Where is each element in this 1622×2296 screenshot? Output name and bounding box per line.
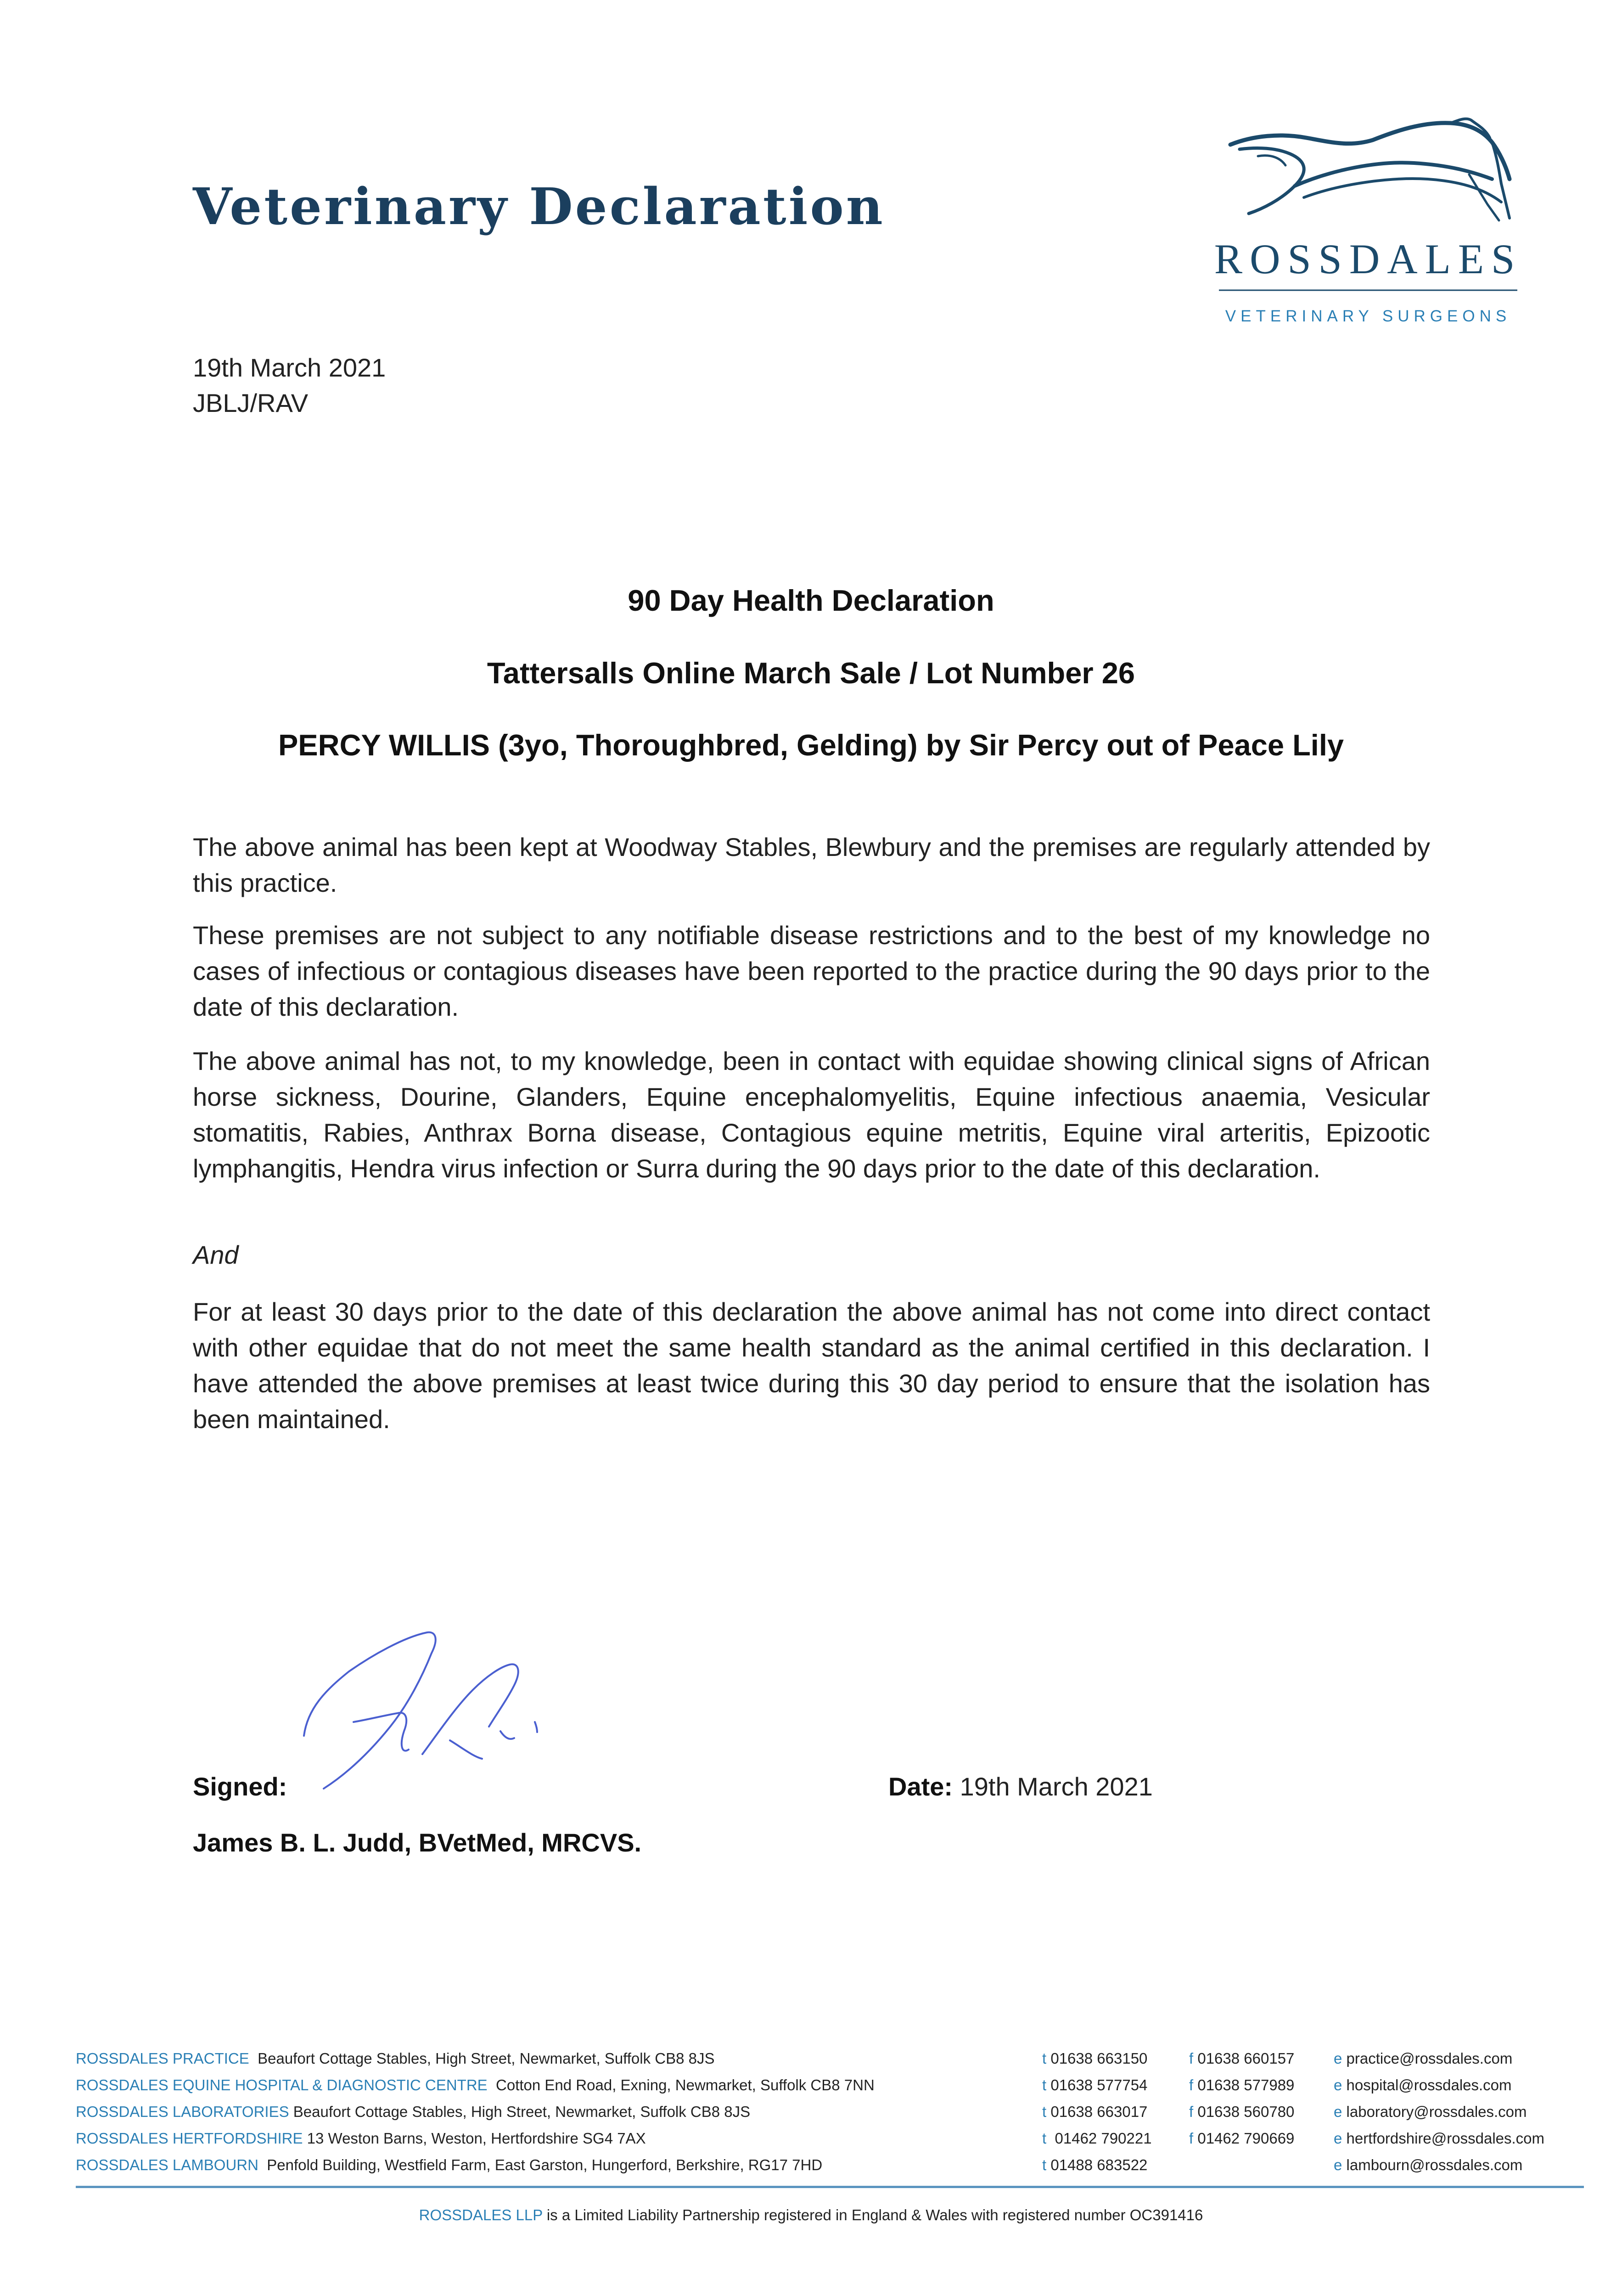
office-email: e laboratory@rossdales.com <box>1334 2103 1527 2120</box>
office-phone: t 01638 663017 <box>1042 2103 1148 2120</box>
office-fax: f 01638 560780 <box>1189 2103 1295 2120</box>
logo-wordmark: ROSSDALES <box>1214 236 1522 282</box>
paragraph-restrictions: These premises are not subject to any notifiable disease restrictions and to the best of my knowledge no cases of infectious or contagious diseases have been reported to the practice during the 90 days prior to the date of this declaration. <box>193 921 1430 1021</box>
footer-divider <box>76 2186 1584 2188</box>
paragraph-premises: The above animal has been kept at Woodway Stables, Blewbury and the premises are regularly attended by this practice. <box>193 833 1430 897</box>
signature-date-line <box>888 1772 1153 1801</box>
office-address: Beaufort Cottage Stables, High Street, Newmarket, Suffolk CB8 8JS <box>293 2103 751 2120</box>
office-phone: t 01638 577754 <box>1042 2077 1148 2093</box>
legal-notice <box>0 2206 1622 2224</box>
footer-office-4 <box>76 2156 822 2174</box>
office-fax: f 01462 790669 <box>1189 2130 1295 2147</box>
office-phone: t 01488 683522 <box>1042 2156 1148 2173</box>
office-phone: t 01462 790221 <box>1042 2130 1152 2147</box>
signature-icon <box>298 1616 647 1800</box>
office-email: e practice@rossdales.com <box>1334 2050 1513 2067</box>
office-name: ROSSDALES HERTFORDSHIRE <box>76 2130 303 2147</box>
office-address: Penfold Building, Westfield Farm, East Garston, Hungerford, Berkshire, RG17 7HD <box>267 2156 823 2173</box>
paragraph-and: And <box>193 1240 239 1269</box>
office-name: ROSSDALES EQUINE HOSPITAL & DIAGNOSTIC CENTRE <box>76 2077 488 2093</box>
footer-office-1 <box>76 2077 875 2094</box>
office-name: ROSSDALES LAMBOURN <box>76 2156 258 2173</box>
handwritten-signature <box>298 1616 647 1800</box>
office-phone: t 01638 663150 <box>1042 2050 1148 2067</box>
office-address: Cotton End Road, Exning, Newmarket, Suffolk CB8 7NN <box>496 2077 875 2093</box>
legal-company-name: ROSSDALES LLP <box>419 2206 543 2223</box>
office-email: e hospital@rossdales.com <box>1334 2077 1512 2093</box>
letter-date: 19th March 2021 <box>193 353 386 382</box>
office-address: Beaufort Cottage Stables, High Street, Newmarket, Suffolk CB8 8JS <box>258 2050 715 2067</box>
office-email: e lambourn@rossdales.com <box>1334 2156 1523 2173</box>
signed-label: Signed: <box>193 1772 287 1801</box>
office-name: ROSSDALES LABORATORIES <box>76 2103 289 2120</box>
rossdales-logo <box>1212 110 1524 335</box>
footer-office-0 <box>76 2050 715 2067</box>
paragraph-isolation: For at least 30 days prior to the date of this declaration the above animal has not come into direct contact with other equidae that do not meet the same health standard as the animal certified in this declaration. I have attended the above premises at least twice during this 30 day period to ensure that the isolation has been maintained. <box>193 1297 1430 1434</box>
logo-subtitle: VETERINARY SURGEONS <box>1225 307 1511 325</box>
signer-name: James B. L. Judd, BVetMed, MRCVS. <box>193 1828 642 1857</box>
letter-reference: JBLJ/RAV <box>193 388 309 417</box>
declaration-heading: 90 Day Health Declaration <box>628 584 994 617</box>
document-title: Veterinary Declaration <box>193 177 885 236</box>
signature-date-value: 19th March 2021 <box>960 1772 1153 1801</box>
signature-date-label: Date: <box>888 1772 953 1801</box>
legal-text: is a Limited Liability Partnership registered in England & Wales with registered number OC391416 <box>546 2206 1203 2223</box>
footer-office-2 <box>76 2103 750 2121</box>
horse-logo-icon <box>1212 110 1524 335</box>
office-name: ROSSDALES PRACTICE <box>76 2050 249 2067</box>
horse-heading: PERCY WILLIS (3yo, Thoroughbred, Gelding) by Sir Percy out of Peace Lily <box>278 728 1344 762</box>
sale-lot-heading: Tattersalls Online March Sale / Lot Number 26 <box>487 656 1135 690</box>
paragraph-contact: The above animal has not, to my knowledge, been in contact with equidae showing clinical signs of African horse sickness, Dourine, Glanders, Equine encephalomyelitis, Equine infectious anaemia, Vesicular stomatitis, Rabies, Anthrax Borna disease, Contagious equine metritis, Equine viral arteritis, Epizootic lymphangitis, Hendra virus infection or Surra during the 90 days prior to the date of this declaration. <box>193 1047 1430 1183</box>
office-address: 13 Weston Barns, Weston, Hertfordshire SG4 7AX <box>307 2130 646 2147</box>
office-fax: f 01638 577989 <box>1189 2077 1295 2093</box>
office-email: e hertfordshire@rossdales.com <box>1334 2130 1545 2147</box>
footer-office-3 <box>76 2130 646 2147</box>
office-fax: f 01638 660157 <box>1189 2050 1295 2067</box>
